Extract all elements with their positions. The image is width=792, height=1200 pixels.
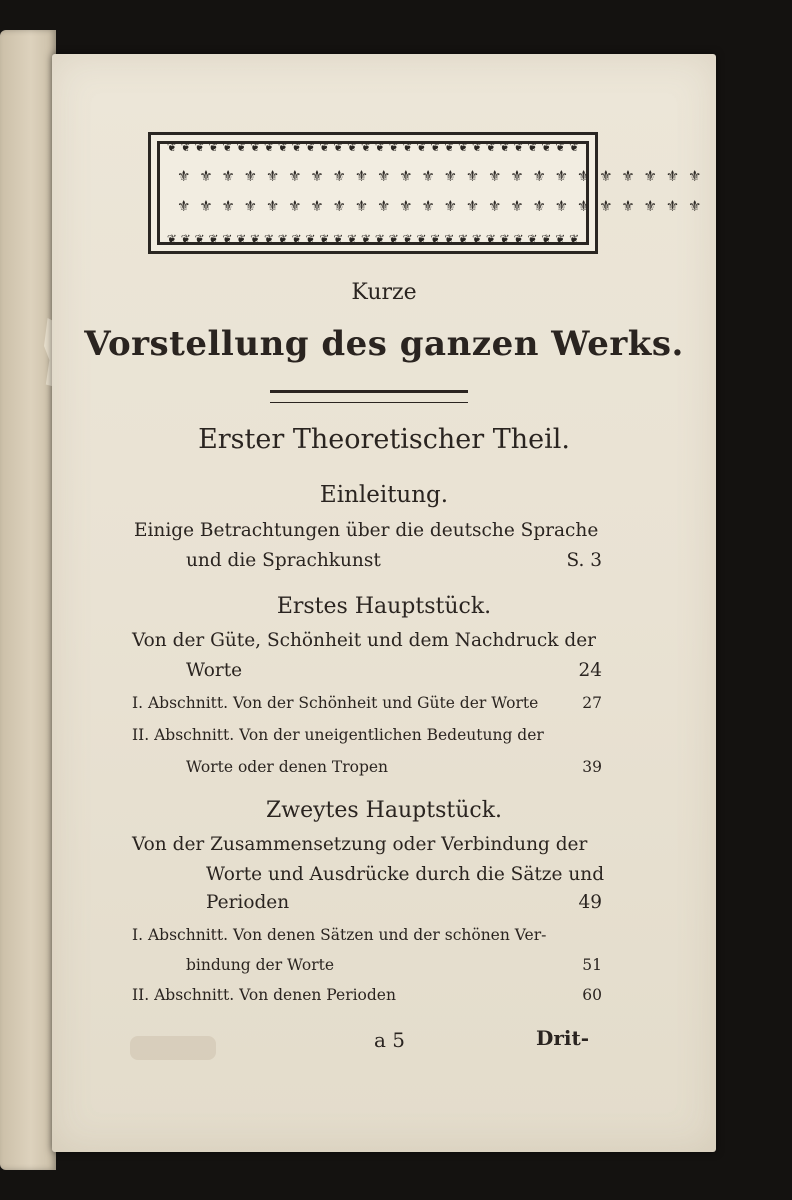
abschnitt-label: II. Abschnitt. <box>132 726 235 744</box>
abschnitt-title: Von denen Perioden <box>239 986 396 1004</box>
abschnitt-label: I. Abschnitt. <box>132 694 229 712</box>
page-title: Vorstellung des ganzen Werks. <box>84 324 684 364</box>
abschnitt-title: Von der uneigentlichen Bedeutung der <box>239 726 544 744</box>
toc-line <box>132 726 544 744</box>
page-number: S. 3 <box>566 550 602 571</box>
page-number: 24 <box>578 660 602 681</box>
paper-stain <box>130 1036 216 1060</box>
toc-entry <box>186 660 602 681</box>
toc-entry-text: und die Sprachkunst <box>186 550 381 571</box>
toc-entry <box>186 758 602 776</box>
section-heading-erstes: Erstes Hauptstück. <box>276 594 492 619</box>
headpiece-bottom-frieze: ❦ ❦ ❦ ❦ ❦ ❦ ❦ ❦ ❦ ❦ ❦ ❦ ❦ ❦ ❦ ❦ ❦ ❦ ❦ ❦ ❦ ❦ ❦ ❦ ❦ ❦ ❦ ❦ ❦ ❦ <box>166 232 580 246</box>
catchword: Drit- <box>536 1026 590 1050</box>
part-heading: Erster Theoretischer Theil. <box>198 424 570 455</box>
toc-entry <box>132 986 602 1004</box>
signature-mark: a 5 <box>374 1028 406 1052</box>
page-number: 51 <box>582 956 602 974</box>
abschnitt-label: I. Abschnitt. <box>132 926 229 944</box>
toc-entry-text: bindung der Worte <box>186 956 335 974</box>
toc-line: Von der Zusammensetzung oder Verbindung der <box>132 834 588 855</box>
toc-line <box>132 926 546 944</box>
toc-entry <box>132 694 602 712</box>
page-number: 39 <box>582 758 602 776</box>
section-heading-einleitung: Einleitung. <box>319 482 449 508</box>
section-heading-zweytes: Zweytes Hauptstück. <box>265 798 503 823</box>
headpiece-fleuron-row: ⚜ ⚜ ⚜ ⚜ ⚜ ⚜ ⚜ ⚜ ⚜ ⚜ ⚜ ⚜ ⚜ ⚜ ⚜ ⚜ ⚜ ⚜ ⚜ ⚜ ⚜ ⚜ ⚜ ⚜ <box>177 197 704 215</box>
toc-entry-text <box>132 694 538 712</box>
toc-line: Einige Betrachtungen über die deutsche Sprache <box>134 520 599 541</box>
page-number: 27 <box>582 694 602 712</box>
toc-entry <box>186 956 602 974</box>
toc-entry <box>206 892 602 913</box>
page-number: 49 <box>578 892 602 913</box>
toc-entry-text: Perioden <box>206 892 290 913</box>
toc-entry <box>186 550 602 571</box>
toc-entry-text: Worte oder denen Tropen <box>186 758 389 776</box>
toc-line: Von der Güte, Schönheit und dem Nachdruck der <box>132 630 596 651</box>
divider-rule <box>270 390 468 403</box>
toc-entry-text <box>132 986 396 1004</box>
ornamental-headpiece <box>148 132 704 254</box>
abschnitt-title: Von denen Sätzen und der schönen Ver- <box>232 926 547 944</box>
headpiece-top-frieze: ❦ ❦ ❦ ❦ ❦ ❦ ❦ ❦ ❦ ❦ ❦ ❦ ❦ ❦ ❦ ❦ ❦ ❦ ❦ ❦ ❦ ❦ ❦ ❦ ❦ ❦ ❦ ❦ ❦ ❦ <box>166 140 580 154</box>
toc-line: Worte und Ausdrücke durch die Sätze und <box>206 864 605 885</box>
previous-leaf-edge <box>0 30 56 1170</box>
title-kurze: Kurze <box>351 280 417 305</box>
page-number: 60 <box>582 986 602 1004</box>
book-page <box>52 54 716 1152</box>
headpiece-fleuron-row: ⚜ ⚜ ⚜ ⚜ ⚜ ⚜ ⚜ ⚜ ⚜ ⚜ ⚜ ⚜ ⚜ ⚜ ⚜ ⚜ ⚜ ⚜ ⚜ ⚜ ⚜ ⚜ ⚜ ⚜ <box>177 167 704 185</box>
abschnitt-title: Von der Schönheit und Güte der Worte <box>232 694 539 712</box>
toc-entry-text: Worte <box>186 660 243 681</box>
abschnitt-label: II. Abschnitt. <box>132 986 235 1004</box>
